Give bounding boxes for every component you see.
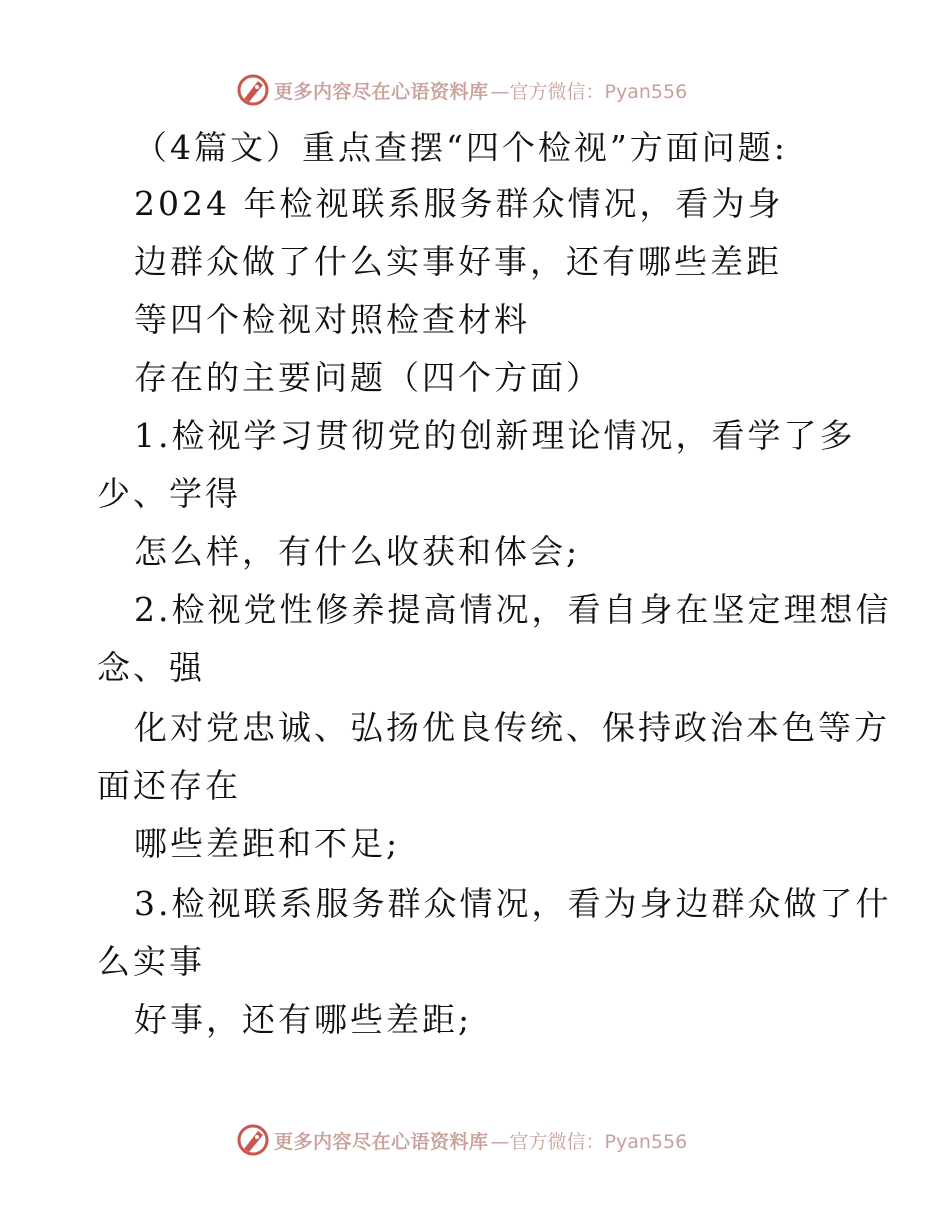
doc-line: 少、学得 bbox=[97, 474, 241, 513]
doc-line: 3.检视联系服务群众情况，看为身边群众做了什 bbox=[134, 884, 892, 923]
doc-title: （4篇文）重点查摆“四个检视”方面问题: bbox=[134, 128, 788, 167]
doc-line: 么实事 bbox=[97, 942, 205, 981]
footer-watermark bbox=[236, 1122, 687, 1158]
pen-nib-logo-icon bbox=[236, 73, 270, 107]
doc-line: 存在的主要问题（四个方面） bbox=[134, 358, 602, 397]
doc-line: 念、强 bbox=[97, 648, 205, 687]
doc-line: 1.检视学习贯彻党的创新理论情况，看学了多 bbox=[134, 416, 856, 455]
doc-line: 化对党忠诚、弘扬优良传统、保持政治本色等方 bbox=[134, 708, 890, 747]
watermark-contact: —官方微信：Pyan556 bbox=[490, 80, 688, 103]
doc-line: 面还存在 bbox=[97, 766, 241, 805]
header-watermark bbox=[236, 72, 687, 108]
doc-line: 怎么样，有什么收获和体会; bbox=[134, 532, 581, 571]
watermark-text: 更多内容尽在心语资料库 bbox=[274, 1130, 489, 1153]
pen-nib-logo-icon bbox=[236, 1123, 270, 1157]
doc-line: 边群众做了什么实事好事，还有哪些差距 bbox=[134, 242, 782, 281]
doc-line: 哪些差距和不足; bbox=[134, 824, 401, 863]
doc-line: 等四个检视对照检查材料 bbox=[134, 300, 530, 339]
doc-line: 好事，还有哪些差距; bbox=[134, 1000, 473, 1039]
doc-line: 2.检视党性修养提高情况，看自身在坚定理想信 bbox=[134, 590, 892, 629]
watermark-contact: —官方微信：Pyan556 bbox=[490, 1130, 688, 1153]
watermark-text: 更多内容尽在心语资料库 bbox=[274, 80, 489, 103]
doc-line: 2024 年检视联系服务群众情况，看为身 bbox=[134, 184, 784, 223]
